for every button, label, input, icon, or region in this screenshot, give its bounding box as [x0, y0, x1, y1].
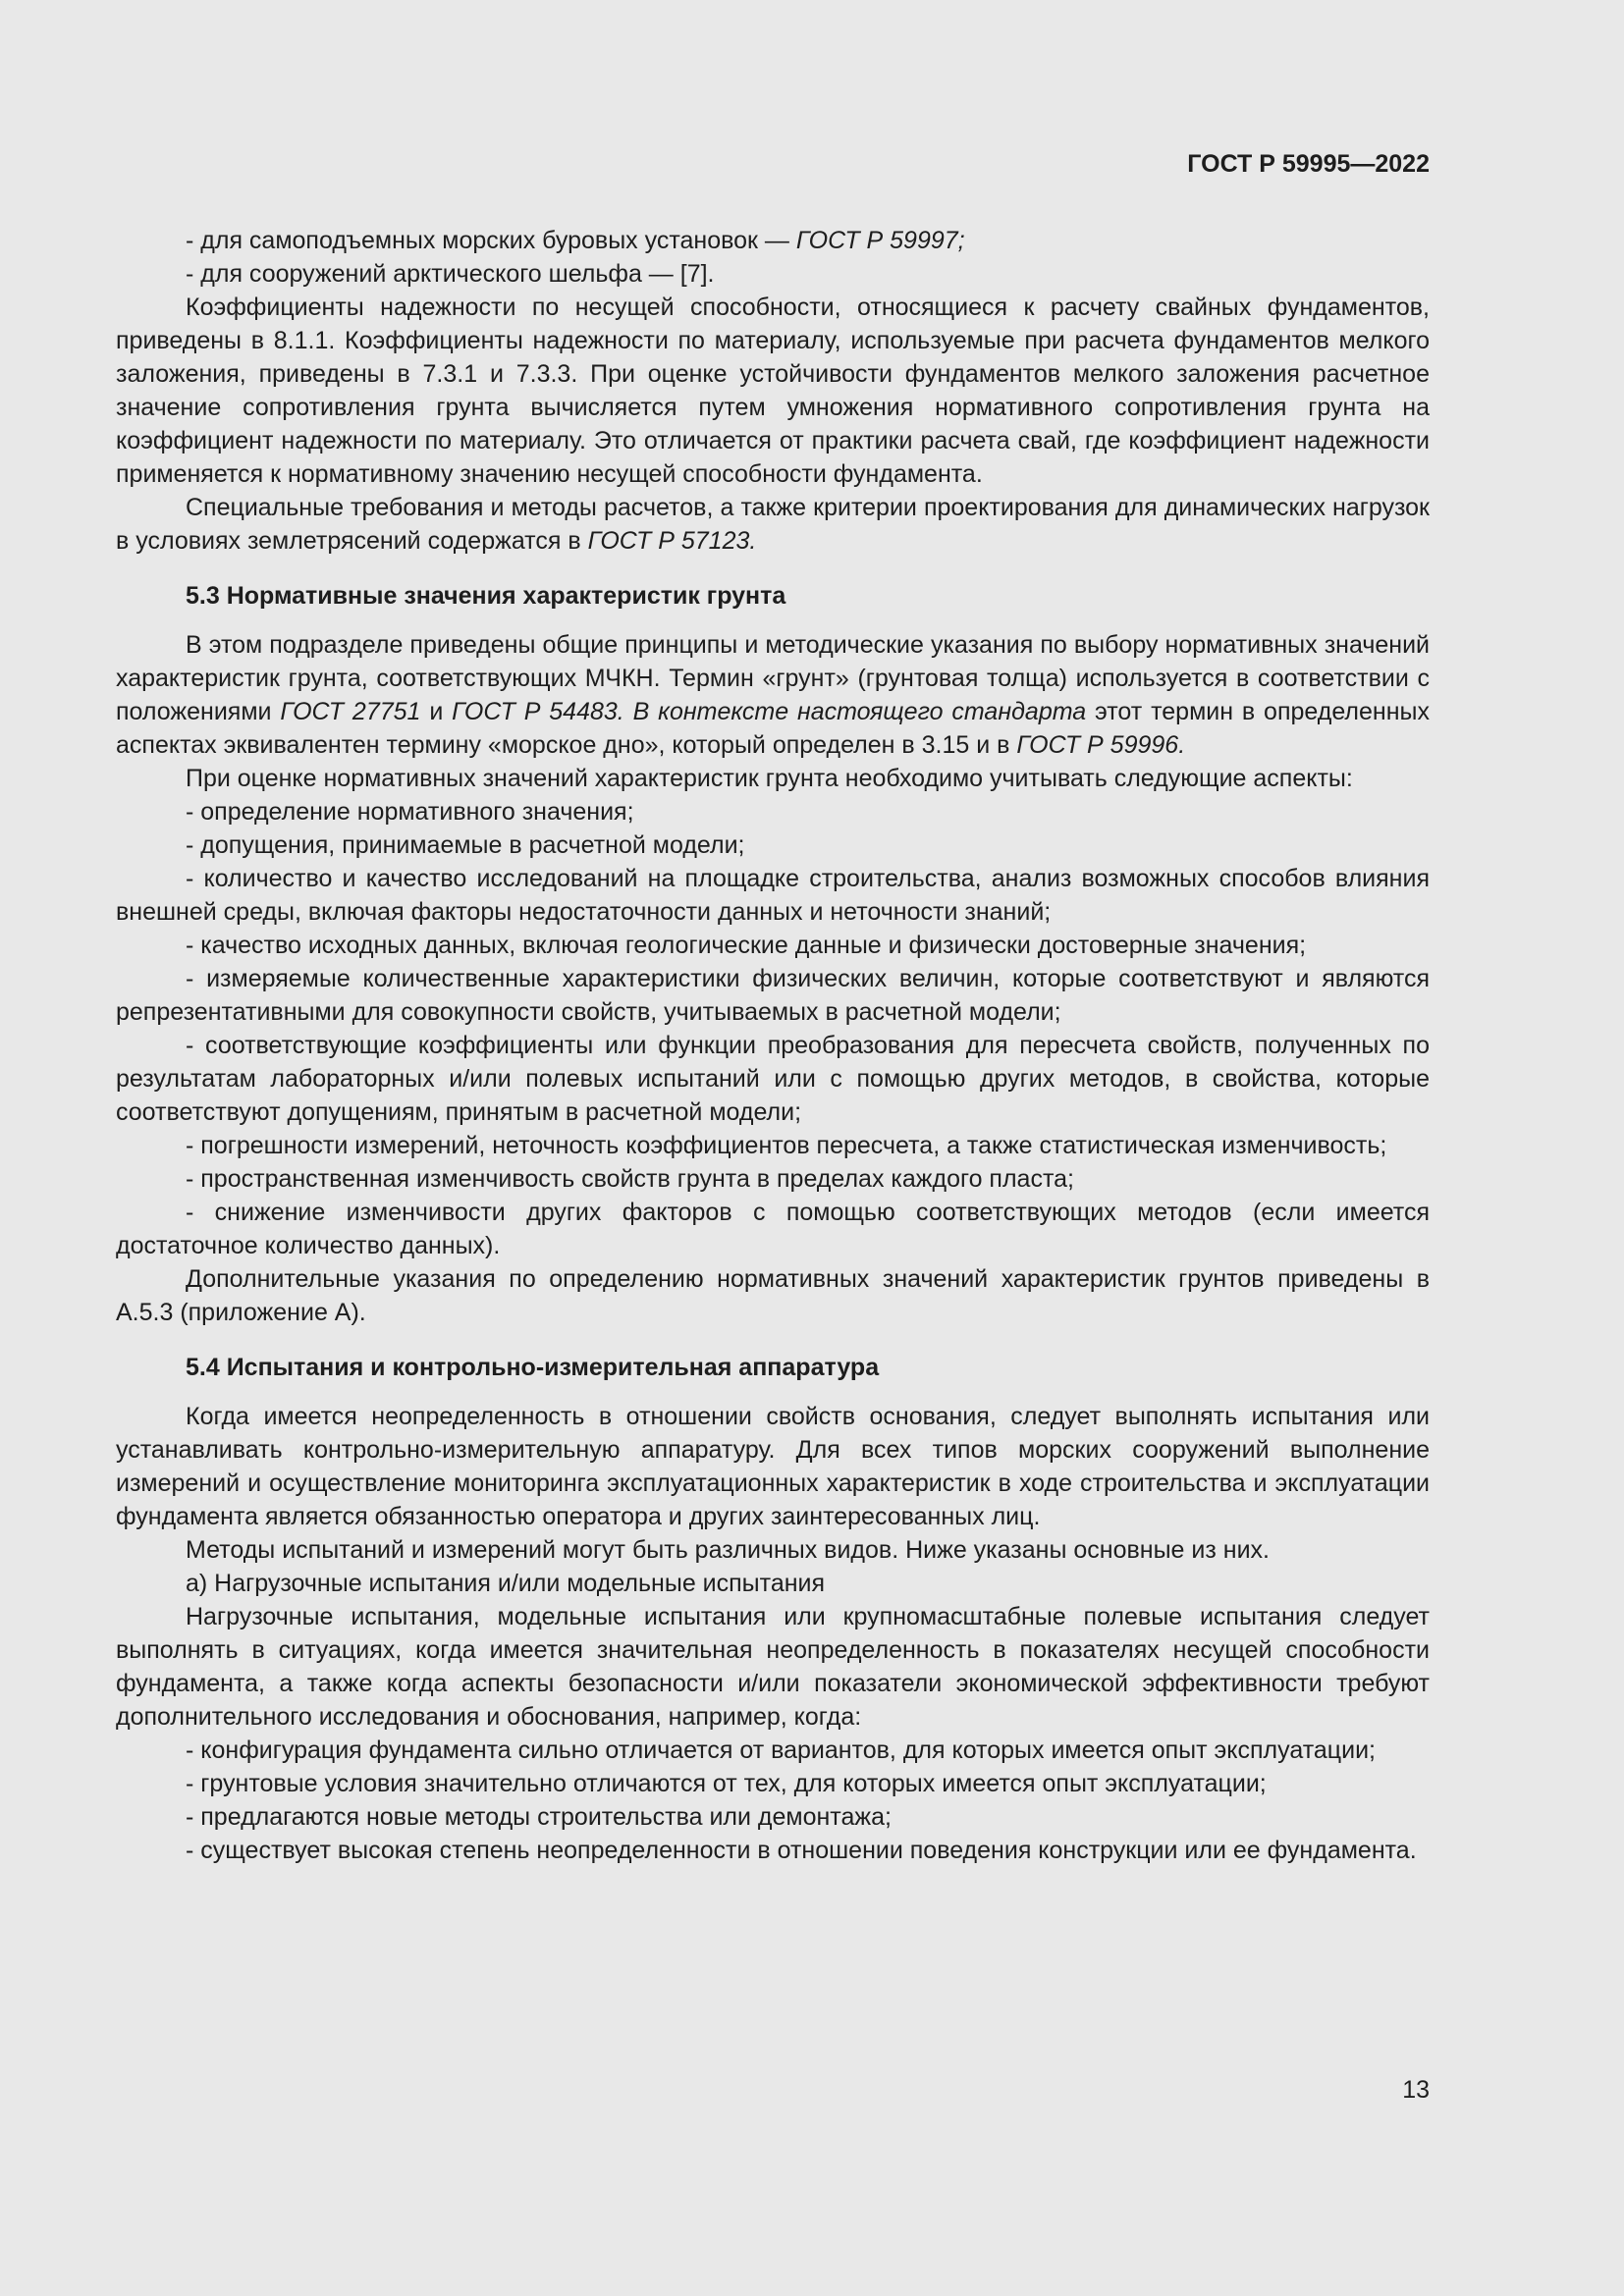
list-item: - качество исходных данных, включая геологические данные и физически достоверные значения; — [186, 932, 1307, 959]
document-page — [116, 0, 1430, 2296]
list-item: - определение нормативного значения; — [186, 798, 634, 826]
section-heading: 5.4 Испытания и контрольно-измерительная аппаратура — [186, 1354, 880, 1381]
paragraph: Нагрузочные испытания, модельные испытания или крупномасштабные полевые испытания следует выполнять в ситуациях, когда имеется значительная неопределенность в показателях несущей способности фундамента, а также когда аспекты безопасности и/или показатели экономической эффективности требуют дополнительного исследования и обоснования, например, когда: — [116, 1603, 1430, 1731]
document-code-header: ГОСТ Р 59995—2022 — [1187, 150, 1430, 178]
list-item: - соответствующие коэффициенты или функции преобразования для пересчета свойств, полученных по результатам лабораторных и/или полевых испытаний или с помощью других методов, в свойства, которые соответствуют допущениям, принятым в расчетной модели; — [116, 1032, 1430, 1126]
document-body — [116, 224, 1430, 1867]
list-item: - для сооружений арктического шельфа — [7]. — [186, 260, 715, 288]
paragraph: Специальные требования и методы расчетов, а также критерии проектирования для динамических нагрузок в условиях землетрясений содержатся в ГОСТ Р 57123. — [116, 494, 1430, 555]
paragraph: Коэффициенты надежности по несущей способности, относящиеся к расчету свайных фундаментов, приведены в 8.1.1. Коэффициенты надежности по материалу, используемые при расчета фундаментов мелкого заложения, приведены в 7.3.1 и 7.3.3. При оценке устойчивости фундаментов мелкого заложения расчетное значение сопротивления грунта вычисляется путем умножения нормативного сопротивления грунта на коэффициент надежности по материалу. Это отличается от практики расчета свай, где коэффициент надежности применяется к нормативному значению несущей способности фундамента. — [116, 294, 1430, 488]
paragraph: Когда имеется неопределенность в отношении свойств основания, следует выполнять испытания или устанавливать контрольно-измерительную аппаратуру. Для всех типов морских сооружений выполнение измерений и осуществление мониторинга эксплуатационных характеристик в ходе строительства и эксплуатации фундамента является обязанностью оператора и других заинтересованных лиц. — [116, 1403, 1430, 1530]
list-item: - снижение изменчивости других факторов с помощью соответствующих методов (если имеется достаточное количество данных). — [116, 1199, 1430, 1259]
list-item: - пространственная изменчивость свойств грунта в пределах каждого пласта; — [186, 1165, 1074, 1193]
list-item: - предлагаются новые методы строительства или демонтажа; — [186, 1803, 892, 1831]
list-item: - допущения, принимаемые в расчетной модели; — [186, 831, 745, 859]
list-item: - существует высокая степень неопределенности в отношении поведения конструкции или ее фундамента. — [186, 1837, 1417, 1864]
paragraph: При оценке нормативных значений характеристик грунта необходимо учитывать следующие аспекты: — [186, 765, 1353, 792]
page-number: 13 — [1402, 2076, 1430, 2104]
list-item: - количество и качество исследований на площадке строительства, анализ возможных способов влияния внешней среды, включая факторы недостаточности данных и неточности знаний; — [116, 865, 1430, 926]
subheading-item: а) Нагрузочные испытания и/или модельные испытания — [186, 1570, 826, 1597]
paragraph: В этом подразделе приведены общие принципы и методические указания по выбору нормативных значений характеристик грунта, соответствующих МЧКН. Термин «грунт» (грунтовая толща) используется в соответствии с положениями ГОСТ 27751 и ГОСТ Р 54483. В контексте настоящего стандарта этот термин в определенных аспектах эквивалентен термину «морское дно», который определен в 3.15 и в ГОСТ Р 59996. — [116, 631, 1430, 759]
list-item: - для самоподъемных морских буровых установок — ГОСТ Р 59997; — [186, 227, 965, 254]
list-item: - конфигурация фундамента сильно отличается от вариантов, для которых имеется опыт эксплуатации; — [186, 1736, 1376, 1764]
paragraph: Дополнительные указания по определению нормативных значений характеристик грунтов приведены в А.5.3 (приложение А). — [116, 1265, 1430, 1326]
paragraph: Методы испытаний и измерений могут быть различных видов. Ниже указаны основные из них. — [186, 1536, 1270, 1564]
list-item: - измеряемые количественные характеристики физических величин, которые соответствуют и являются репрезентативными для совокупности свойств, учитываемых в расчетной модели; — [116, 965, 1430, 1026]
list-item: - погрешности измерений, неточность коэффициентов пересчета, а также статистическая изменчивость; — [186, 1132, 1387, 1159]
list-item: - грунтовые условия значительно отличаются от тех, для которых имеется опыт эксплуатации; — [186, 1770, 1267, 1797]
section-heading: 5.3 Нормативные значения характеристик грунта — [186, 582, 786, 610]
